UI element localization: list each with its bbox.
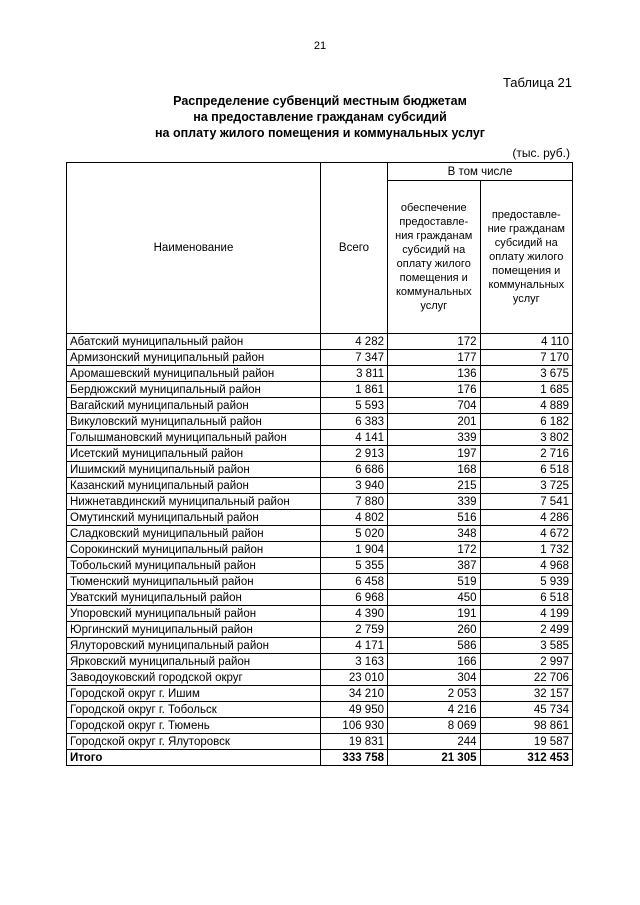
cell-name: Ялуторовский муниципальный район: [67, 638, 321, 654]
cell-provision: 136: [388, 366, 481, 382]
cell-provision: 176: [388, 382, 481, 398]
cell-provision: 516: [388, 510, 481, 526]
cell-subsidy: 312 453: [480, 750, 573, 766]
cell-name: Омутинский муниципальный район: [67, 510, 321, 526]
cell-provision: 177: [388, 350, 481, 366]
cell-subsidy: 19 587: [480, 734, 573, 750]
cell-name: Тюменский муниципальный район: [67, 574, 321, 590]
cell-name: Уватский муниципальный район: [67, 590, 321, 606]
cell-name: Заводоуковский городской округ: [67, 670, 321, 686]
title-line: на предоставление гражданам субсидий: [193, 110, 447, 124]
cell-subsidy: 3 675: [480, 366, 573, 382]
table-row: [67, 350, 573, 366]
table-row: [67, 638, 573, 654]
cell-provision: 215: [388, 478, 481, 494]
cell-name: Упоровский муниципальный район: [67, 606, 321, 622]
cell-name: Ишимский муниципальный район: [67, 462, 321, 478]
cell-subsidy: 22 706: [480, 670, 573, 686]
cell-total: 5 020: [321, 526, 388, 542]
cell-name: Исетский муниципальный район: [67, 446, 321, 462]
cell-total: 1 861: [321, 382, 388, 398]
cell-subsidy: 6 518: [480, 462, 573, 478]
cell-subsidy: 2 997: [480, 654, 573, 670]
cell-total: 3 163: [321, 654, 388, 670]
cell-provision: 260: [388, 622, 481, 638]
cell-provision: 172: [388, 334, 481, 350]
cell-subsidy: 2 716: [480, 446, 573, 462]
cell-total: 2 913: [321, 446, 388, 462]
cell-provision: 197: [388, 446, 481, 462]
cell-provision: 244: [388, 734, 481, 750]
cell-total: 4 282: [321, 334, 388, 350]
table-row: [67, 334, 573, 350]
cell-total: 6 458: [321, 574, 388, 590]
table-row: [67, 654, 573, 670]
cell-total: 6 968: [321, 590, 388, 606]
table-row: [67, 622, 573, 638]
cell-provision: 172: [388, 542, 481, 558]
cell-provision: 704: [388, 398, 481, 414]
table-row: [67, 686, 573, 702]
table-row: [67, 478, 573, 494]
table-row: [67, 574, 573, 590]
total-row: [67, 750, 573, 766]
cell-subsidy: 4 889: [480, 398, 573, 414]
cell-subsidy: 4 968: [480, 558, 573, 574]
cell-total: 6 686: [321, 462, 388, 478]
cell-name: Голышмановский муниципальный район: [67, 430, 321, 446]
cell-subsidy: 1 685: [480, 382, 573, 398]
cell-name: Городской округ г. Тобольск: [67, 702, 321, 718]
cell-total: 7 880: [321, 494, 388, 510]
cell-subsidy: 3 725: [480, 478, 573, 494]
table-row: [67, 446, 573, 462]
cell-name: Итого: [67, 750, 321, 766]
header-including: В том числе: [388, 163, 573, 181]
cell-subsidy: 5 939: [480, 574, 573, 590]
table-row: [67, 606, 573, 622]
table-row: [67, 558, 573, 574]
cell-name: Нижнетавдинский муниципальный район: [67, 494, 321, 510]
cell-total: 2 759: [321, 622, 388, 638]
cell-name: Городской округ г. Ялуторовск: [67, 734, 321, 750]
cell-total: 19 831: [321, 734, 388, 750]
table-row: [67, 670, 573, 686]
cell-name: Викуловский муниципальный район: [67, 414, 321, 430]
cell-provision: 339: [388, 494, 481, 510]
cell-subsidy: 7 170: [480, 350, 573, 366]
subsidies-table: [66, 162, 573, 766]
cell-subsidy: 3 585: [480, 638, 573, 654]
table-row: [67, 702, 573, 718]
cell-total: 6 383: [321, 414, 388, 430]
units-label: (тыс. руб.): [512, 146, 570, 160]
cell-name: Сорокинский муниципальный район: [67, 542, 321, 558]
cell-provision: 168: [388, 462, 481, 478]
cell-total: 5 593: [321, 398, 388, 414]
cell-subsidy: 32 157: [480, 686, 573, 702]
table-row: [67, 398, 573, 414]
cell-provision: 304: [388, 670, 481, 686]
header-total: Всего: [321, 163, 388, 334]
cell-provision: 8 069: [388, 718, 481, 734]
table-row: [67, 366, 573, 382]
cell-provision: 201: [388, 414, 481, 430]
table-row: [67, 510, 573, 526]
page-number: 21: [313, 40, 327, 52]
cell-subsidy: 1 732: [480, 542, 573, 558]
cell-subsidy: 3 802: [480, 430, 573, 446]
document-title: [60, 93, 580, 141]
cell-provision: 339: [388, 430, 481, 446]
header-name: Наименование: [67, 163, 321, 334]
title-line: на оплату жилого помещения и коммунальных услуг: [154, 126, 486, 140]
table-row: [67, 734, 573, 750]
cell-total: 49 950: [321, 702, 388, 718]
cell-subsidy: 4 286: [480, 510, 573, 526]
cell-total: 3 940: [321, 478, 388, 494]
cell-subsidy: 6 182: [480, 414, 573, 430]
header-sub1: обеспечение предоставле- ния гражданам субсидий на оплату жилого помещения и коммунальных услуг: [388, 181, 481, 334]
cell-total: 7 347: [321, 350, 388, 366]
table-row: [67, 382, 573, 398]
cell-total: 4 802: [321, 510, 388, 526]
title-line: Распределение субвенций местным бюджетам: [173, 94, 467, 108]
cell-provision: 387: [388, 558, 481, 574]
cell-provision: 586: [388, 638, 481, 654]
table-label: Таблица 21: [502, 75, 572, 90]
cell-name: Аромашевский муниципальный район: [67, 366, 321, 382]
cell-subsidy: 4 110: [480, 334, 573, 350]
table-row: [67, 462, 573, 478]
cell-total: 1 904: [321, 542, 388, 558]
cell-name: Казанский муниципальный район: [67, 478, 321, 494]
cell-name: Вагайский муниципальный район: [67, 398, 321, 414]
cell-name: Тобольский муниципальный район: [67, 558, 321, 574]
cell-total: 4 141: [321, 430, 388, 446]
cell-provision: 166: [388, 654, 481, 670]
cell-provision: 450: [388, 590, 481, 606]
cell-name: Абатский муниципальный район: [67, 334, 321, 350]
cell-name: Бердюжский муниципальный район: [67, 382, 321, 398]
cell-subsidy: 4 672: [480, 526, 573, 542]
cell-total: 34 210: [321, 686, 388, 702]
table-row: [67, 590, 573, 606]
cell-name: Сладковский муниципальный район: [67, 526, 321, 542]
cell-subsidy: 2 499: [480, 622, 573, 638]
cell-subsidy: 98 861: [480, 718, 573, 734]
table-row: [67, 542, 573, 558]
cell-total: 3 811: [321, 366, 388, 382]
header-sub2: предоставле- ние гражданам субсидий на оплату жилого помещения и коммунальных услуг: [480, 181, 573, 334]
cell-subsidy: 4 199: [480, 606, 573, 622]
cell-subsidy: 7 541: [480, 494, 573, 510]
table-row: [67, 526, 573, 542]
cell-total: 23 010: [321, 670, 388, 686]
table-row: [67, 414, 573, 430]
cell-name: Ярковский муниципальный район: [67, 654, 321, 670]
cell-subsidy: 45 734: [480, 702, 573, 718]
cell-name: Городской округ г. Ишим: [67, 686, 321, 702]
cell-name: Юргинский муниципальный район: [67, 622, 321, 638]
cell-subsidy: 6 518: [480, 590, 573, 606]
cell-total: 4 390: [321, 606, 388, 622]
table-row: [67, 718, 573, 734]
cell-name: Городской округ г. Тюмень: [67, 718, 321, 734]
cell-total: 333 758: [321, 750, 388, 766]
cell-total: 5 355: [321, 558, 388, 574]
table-row: [67, 494, 573, 510]
table-body: [67, 334, 573, 766]
cell-provision: 21 305: [388, 750, 481, 766]
cell-provision: 348: [388, 526, 481, 542]
cell-provision: 191: [388, 606, 481, 622]
cell-total: 106 930: [321, 718, 388, 734]
table-row: [67, 430, 573, 446]
cell-provision: 2 053: [388, 686, 481, 702]
cell-provision: 519: [388, 574, 481, 590]
cell-name: Армизонский муниципальный район: [67, 350, 321, 366]
cell-total: 4 171: [321, 638, 388, 654]
cell-provision: 4 216: [388, 702, 481, 718]
